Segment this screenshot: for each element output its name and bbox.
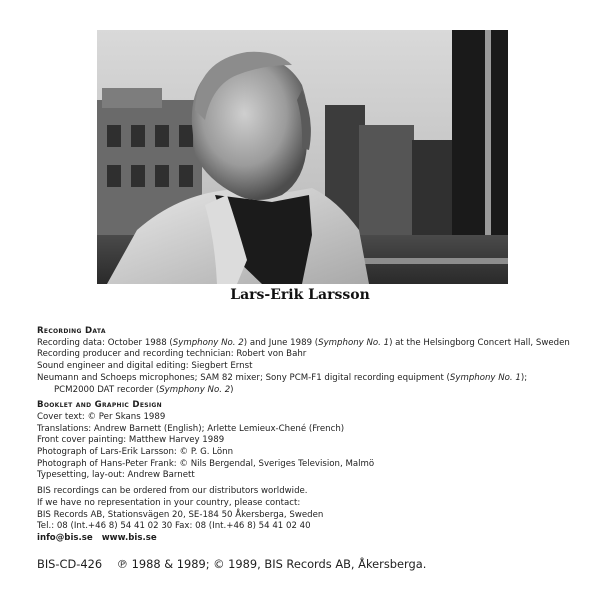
recording-line-5-a: PCM2000 DAT recorder ( — [54, 384, 160, 395]
contact-links — [37, 533, 577, 545]
recording-line-1-b: Symphony No. 2 — [172, 337, 244, 348]
booklet-line: Translations: Andrew Barnett (English); Arlette Lemieux-Chené (French) — [37, 423, 345, 434]
distribution-line: BIS recordings can be ordered from our distributors worldwide. — [37, 486, 308, 497]
recording-line-1-c: ) and June 1989 ( — [243, 337, 319, 348]
booklet-line: Photograph of Hans-Peter Frank: © Nils Bergendal, Sveriges Television, Malmö — [37, 458, 375, 469]
catalog-number: BIS-CD-426 — [37, 557, 103, 571]
road-marking — [347, 258, 508, 264]
catalog-line — [37, 557, 426, 571]
recording-heading: Recording Data — [37, 326, 106, 336]
booklet-line: Typesetting, lay-out: Andrew Barnett — [37, 470, 195, 481]
distribution-line: If we have no representation in your country, please contact: — [37, 497, 301, 508]
email-link[interactable]: info@bis.se — [37, 532, 93, 543]
distribution-line: BIS Records AB, Stationsvägen 20, SE-184 50 Åkersberga, Sweden — [37, 509, 324, 520]
recording-line-4-c: ); — [520, 372, 528, 383]
recording-line-5-b: Symphony No. 2 — [159, 384, 231, 395]
recording-line-3: Sound engineer and digital editing: Siegbert Ernst — [37, 361, 253, 372]
booklet-line: Photograph of Lars-Erik Larsson: © P. G. Lönn — [37, 447, 234, 458]
recording-line-5 — [37, 385, 577, 397]
distribution-line: Tel.: 08 (Int.+46 8) 54 41 02 30 Fax: 08 (Int.+46 8) 54 41 02 40 — [37, 521, 311, 532]
recording-line-1-e: ) at the Helsingborg Concert Hall, Sweden — [389, 337, 570, 348]
recording-line-4-a: Neumann and Schoeps microphones; SAM 82 mixer; Sony PCM-F1 digital recording equipment ( — [37, 372, 450, 383]
website-link[interactable]: www.bis.se — [101, 532, 157, 543]
credits-block — [37, 326, 577, 545]
recording-line-1-d: Symphony No. 1 — [318, 337, 390, 348]
recording-line-4 — [37, 373, 577, 385]
recording-line-4-b: Symphony No. 1 — [449, 372, 521, 383]
recording-line-1-a: Recording data: October 1988 ( — [37, 337, 173, 348]
booklet-line: Front cover painting: Matthew Harvey 1989 — [37, 435, 225, 446]
booklet-line: Cover text: © Per Skans 1989 — [37, 411, 166, 422]
portrait-photo — [97, 30, 508, 284]
recording-line-1 — [37, 338, 577, 350]
recording-line-2: Recording producer and recording technician: Robert von Bahr — [37, 349, 307, 360]
recording-line-5-c: ) — [230, 384, 234, 395]
portrait-photo-art — [97, 30, 508, 284]
photo-caption: Lars-Erik Larsson — [230, 287, 370, 303]
booklet-heading: Booklet and Graphic Design — [37, 400, 162, 411]
copyright-notice: ℗ 1988 & 1989; © 1989, BIS Records AB, Åkersberga. — [116, 557, 427, 571]
